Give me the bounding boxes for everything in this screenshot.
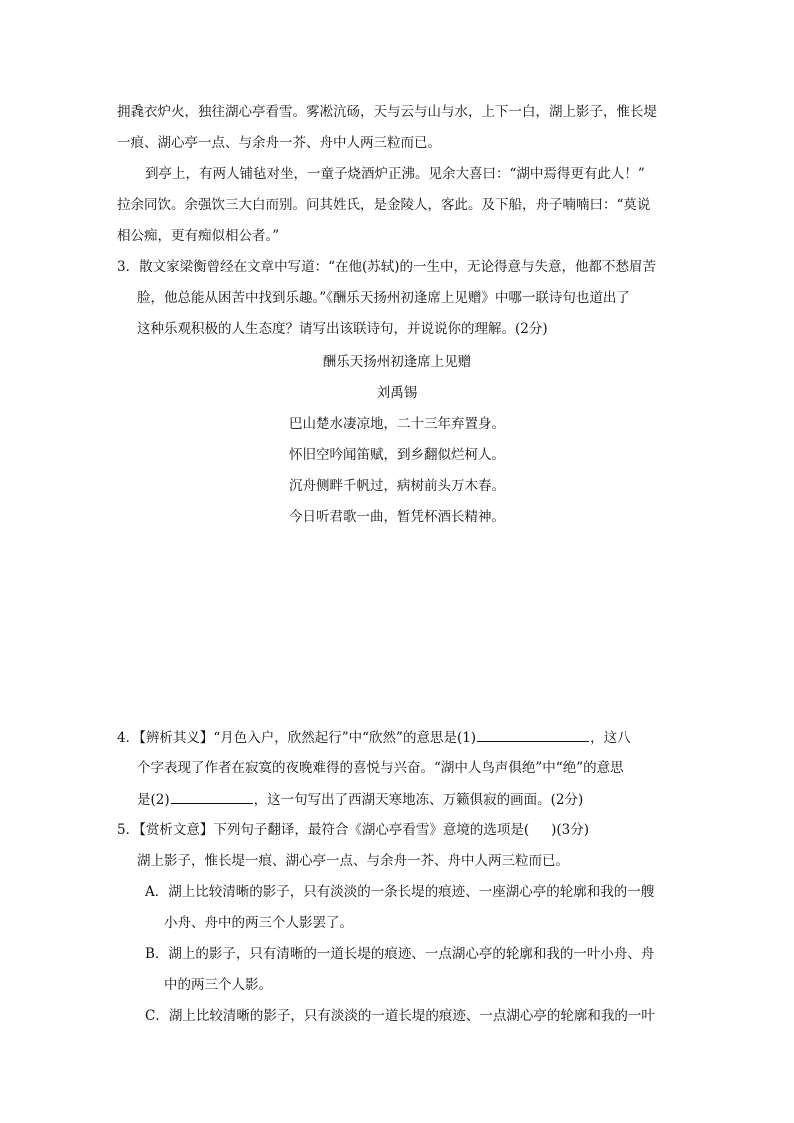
option-c[interactable]: [145, 1006, 655, 1026]
question-tag: 【赏析文意】: [139, 822, 214, 838]
poem-line: 今日听君歌一曲，暂凭杯酒长精神。: [289, 509, 505, 525]
option-text: 湖上比较清晰的影子，只有淡淡的一道长堤的痕迹、一点湖心亭的轮廓和我的一叶: [168, 1008, 655, 1024]
question-text: ，这八: [590, 730, 631, 746]
option-text: 小舟、舟中的两三个人影罢了。: [164, 915, 353, 931]
question-text: “月色入户，欣然起行”中“欣然”的意思是(1): [213, 730, 477, 746]
poem-line: 沉舟侧畔千帆过，病树前头万木春。: [289, 478, 505, 494]
option-b[interactable]: [145, 944, 654, 964]
question-text: 这种乐观积极的人生态度？请写出该联诗句，并说说你的理解。(2分): [137, 321, 548, 337]
answer-blank-1[interactable]: [477, 727, 589, 742]
quoted-sentence: 湖上影子，惟长堤一痕、湖心亭一点、与余舟一芥、舟中人两三粒而已。: [137, 853, 569, 869]
question-number: 3．: [117, 259, 140, 275]
question-text: )(3分): [551, 822, 590, 838]
poem-author: 刘禹锡: [376, 385, 418, 401]
question-3: [117, 257, 656, 277]
question-5: [117, 820, 589, 840]
question-number: 5．: [117, 822, 140, 838]
question-text: 下列句子翻译，最符合《湖心亭看雪》意境的选项是(: [213, 822, 530, 838]
option-text: 中的两三个人影。: [164, 977, 272, 993]
question-text: 脸，他总能从困苦中找到乐趣。”《酬乐天扬州初逢席上见赠》中哪一联诗句也道出了: [137, 290, 630, 306]
question-4-line3: [137, 789, 583, 810]
passage-line: 到亭上，有两人铺毡对坐，一童子烧酒炉正沸。见余大喜曰：“湖中焉得更有此人！”: [145, 166, 645, 182]
option-text: 湖上比较清晰的影子，只有淡淡的一条长堤的痕迹、一座湖心亭的轮廓和我的一艘: [168, 884, 655, 900]
passage-line: 一痕、湖心亭一点、与余舟一芥、舟中人两三粒而已。: [117, 135, 441, 151]
option-a[interactable]: [145, 882, 654, 902]
option-text: 湖上的影子，只有清晰的一道长堤的痕迹、一点湖心亭的轮廓和我的一叶小舟、舟: [168, 946, 655, 962]
answer-blank-2[interactable]: [171, 789, 253, 804]
passage-line: 相公痴，更有痴似相公者。”: [117, 228, 280, 244]
poem-title: 酬乐天扬州初逢席上见赠: [322, 354, 472, 370]
question-4: [117, 727, 631, 748]
option-label: C．: [145, 1008, 169, 1024]
poem-line: 巴山楚水凄凉地，二十三年弃置身。: [289, 416, 505, 432]
question-text: 个字表现了作者在寂寞的夜晚难得的喜悦与兴奋。“湖中人鸟声俱绝”中“绝”的意思: [137, 760, 624, 776]
question-tag: 【辨析其义】: [139, 730, 214, 746]
passage-line: 拉余同饮。余强饮三大白而别。问其姓氏，是金陵人，客此。及下船，舟子喃喃曰：“莫说: [117, 197, 651, 213]
question-text: 是(2): [137, 792, 170, 808]
question-text: 散文家梁衡曾经在文章中写道：“在他(苏轼)的一生中，无论得意与失意，他都不愁眉苦: [139, 259, 657, 275]
question-text: ，这一句写出了西湖天寒地冻、万籁俱寂的画面。(2分): [253, 792, 584, 808]
passage-line: 拥毳衣炉火，独往湖心亭看雪。雾凇沆砀，天与云与山与水，上下一白，湖上影子，惟长堤: [117, 104, 657, 120]
option-label: A．: [145, 884, 169, 900]
question-number: 4．: [117, 730, 140, 746]
poem-line: 怀旧空吟闻笛赋，到乡翻似烂柯人。: [289, 447, 505, 463]
option-label: B．: [145, 946, 169, 962]
answer-space[interactable]: [117, 540, 677, 710]
